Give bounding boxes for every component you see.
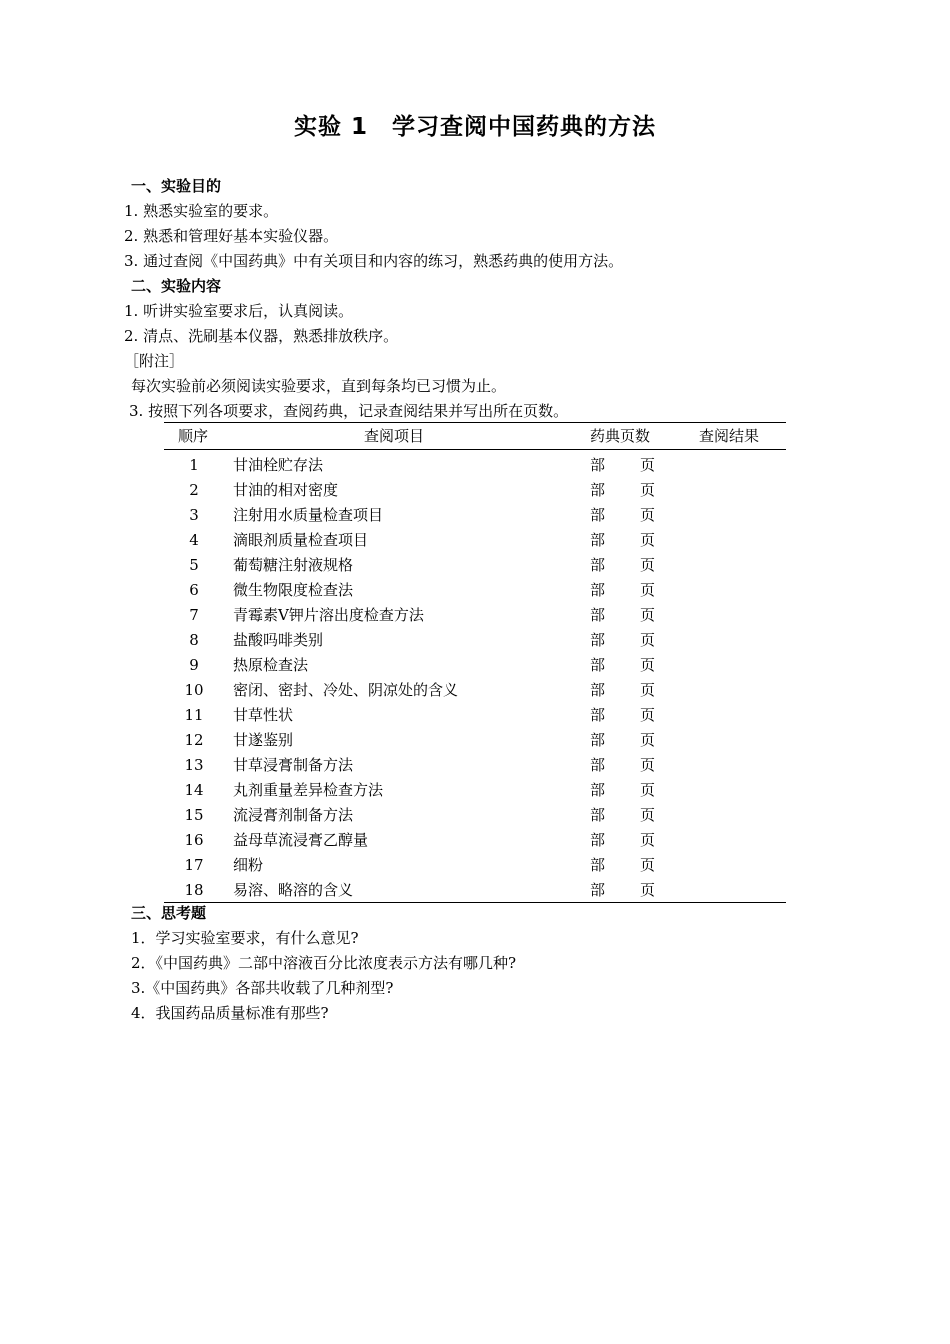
table-row [164, 502, 786, 527]
row-bu: 部 [590, 581, 606, 599]
header-pages: 药典页数 [590, 427, 651, 445]
row-num: 2 [189, 481, 199, 499]
row-ye: 页 [640, 806, 656, 824]
row-ye: 页 [640, 681, 656, 699]
row-bu: 部 [590, 681, 606, 699]
row-ye: 页 [640, 756, 656, 774]
row-num: 9 [189, 656, 199, 674]
row-ye: 页 [640, 606, 656, 624]
row-ye: 页 [640, 631, 656, 649]
row-item: 甘草浸膏制备方法 [233, 756, 354, 774]
row-bu: 部 [590, 881, 606, 899]
row-bu: 部 [590, 556, 606, 574]
row-item: 益母草流浸膏乙醇量 [233, 831, 369, 849]
row-num: 15 [184, 806, 204, 824]
row-item: 密闭、密封、冷处、阴凉处的含义 [233, 681, 459, 699]
table-row [164, 552, 786, 577]
row-num: 4 [189, 531, 199, 549]
question-1: 1．学习实验室要求，有什么意见? [131, 929, 359, 947]
row-ye: 页 [640, 706, 656, 724]
row-item: 细粉 [233, 856, 264, 874]
table-row [164, 677, 786, 702]
row-item: 甘草性状 [233, 706, 294, 724]
row-bu: 部 [590, 731, 606, 749]
table-row [164, 602, 786, 627]
purpose-item-2: 2. 熟悉和管理好基本实验仪器。 [124, 227, 339, 245]
row-item: 葡萄糖注射液规格 [233, 556, 354, 574]
section-heading-purpose: 一、实验目的 [131, 177, 222, 195]
row-ye: 页 [640, 731, 656, 749]
row-bu: 部 [590, 806, 606, 824]
content-item-1: 1. 听讲实验室要求后，认真阅读。 [124, 302, 354, 320]
row-item: 易溶、略溶的含义 [233, 881, 354, 899]
row-ye: 页 [640, 781, 656, 799]
row-ye: 页 [640, 531, 656, 549]
table-row [164, 802, 786, 827]
row-num: 1 [189, 456, 199, 474]
row-num: 13 [184, 756, 204, 774]
row-num: 14 [184, 781, 204, 799]
row-num: 18 [184, 881, 204, 899]
row-bu: 部 [590, 606, 606, 624]
table-row [164, 577, 786, 602]
row-bu: 部 [590, 456, 606, 474]
table-row [164, 652, 786, 677]
table-body [164, 450, 786, 902]
row-num: 3 [189, 506, 199, 524]
section-heading-questions: 三、思考题 [131, 904, 207, 922]
row-ye: 页 [640, 481, 656, 499]
content-item-3: 3. 按照下列各项要求，查阅药典，记录查阅结果并写出所在页数。 [129, 402, 569, 420]
table-row [164, 852, 786, 877]
row-bu: 部 [590, 481, 606, 499]
question-3: 3.《中国药典》各部共收载了几种剂型? [131, 979, 394, 997]
row-ye: 页 [640, 581, 656, 599]
row-num: 8 [189, 631, 199, 649]
table-row [164, 527, 786, 552]
row-item: 注射用水质量检查项目 [233, 506, 384, 524]
row-item: 微生物限度检查法 [233, 581, 354, 599]
row-bu: 部 [590, 506, 606, 524]
row-ye: 页 [640, 831, 656, 849]
row-item: 青霉素Ⅴ钾片溶出度检查方法 [233, 606, 424, 624]
content-item-2: 2. 清点、洗刷基本仪器，熟悉排放秩序。 [124, 327, 399, 345]
row-item: 流浸膏剂制备方法 [233, 806, 354, 824]
row-bu: 部 [590, 656, 606, 674]
row-ye: 页 [640, 881, 656, 899]
table-row [164, 827, 786, 852]
row-num: 12 [184, 731, 204, 749]
row-item: 丸剂重量差异检查方法 [233, 781, 384, 799]
table-row [164, 627, 786, 652]
table-row [164, 877, 786, 902]
table-row [164, 702, 786, 727]
lookup-table [164, 422, 786, 903]
row-item: 甘遂鉴别 [233, 731, 294, 749]
row-num: 7 [189, 606, 199, 624]
row-ye: 页 [640, 656, 656, 674]
header-result: 查阅结果 [699, 427, 760, 445]
row-num: 10 [184, 681, 204, 699]
note-label: ［附注］ [124, 352, 185, 370]
row-item: 甘油的相对密度 [233, 481, 339, 499]
table-row [164, 477, 786, 502]
row-num: 6 [189, 581, 199, 599]
row-ye: 页 [640, 506, 656, 524]
header-num: 顺序 [178, 427, 209, 445]
table-header [164, 423, 786, 450]
question-2: 2．《中国药典》二部中溶液百分比浓度表示方法有哪几种? [131, 954, 517, 972]
section-heading-content: 二、实验内容 [131, 277, 222, 295]
row-item: 盐酸吗啡类别 [233, 631, 324, 649]
row-item: 甘油栓贮存法 [233, 456, 324, 474]
row-bu: 部 [590, 531, 606, 549]
row-bu: 部 [590, 781, 606, 799]
row-item: 滴眼剂质量检查项目 [233, 531, 369, 549]
purpose-item-3: 3. 通过查阅《中国药典》中有关项目和内容的练习，熟悉药典的使用方法。 [124, 252, 624, 270]
row-bu: 部 [590, 831, 606, 849]
row-bu: 部 [590, 631, 606, 649]
row-num: 5 [189, 556, 199, 574]
row-bu: 部 [590, 756, 606, 774]
table-row [164, 727, 786, 752]
row-bu: 部 [590, 706, 606, 724]
row-ye: 页 [640, 456, 656, 474]
table-row [164, 452, 786, 477]
question-4: 4．我国药品质量标准有那些? [131, 1004, 329, 1022]
page-title: 实验 1 学习查阅中国药典的方法 [293, 114, 656, 140]
row-ye: 页 [640, 856, 656, 874]
purpose-item-1: 1. 熟悉实验室的要求。 [124, 202, 279, 220]
row-item: 热原检查法 [233, 656, 309, 674]
row-num: 17 [184, 856, 204, 874]
header-item: 查阅项目 [364, 427, 425, 445]
row-bu: 部 [590, 856, 606, 874]
note-text: 每次实验前必须阅读实验要求，直到每条均已习惯为止。 [131, 377, 507, 395]
row-num: 11 [184, 706, 204, 724]
table-row [164, 752, 786, 777]
row-ye: 页 [640, 556, 656, 574]
row-num: 16 [184, 831, 204, 849]
table-row [164, 777, 786, 802]
